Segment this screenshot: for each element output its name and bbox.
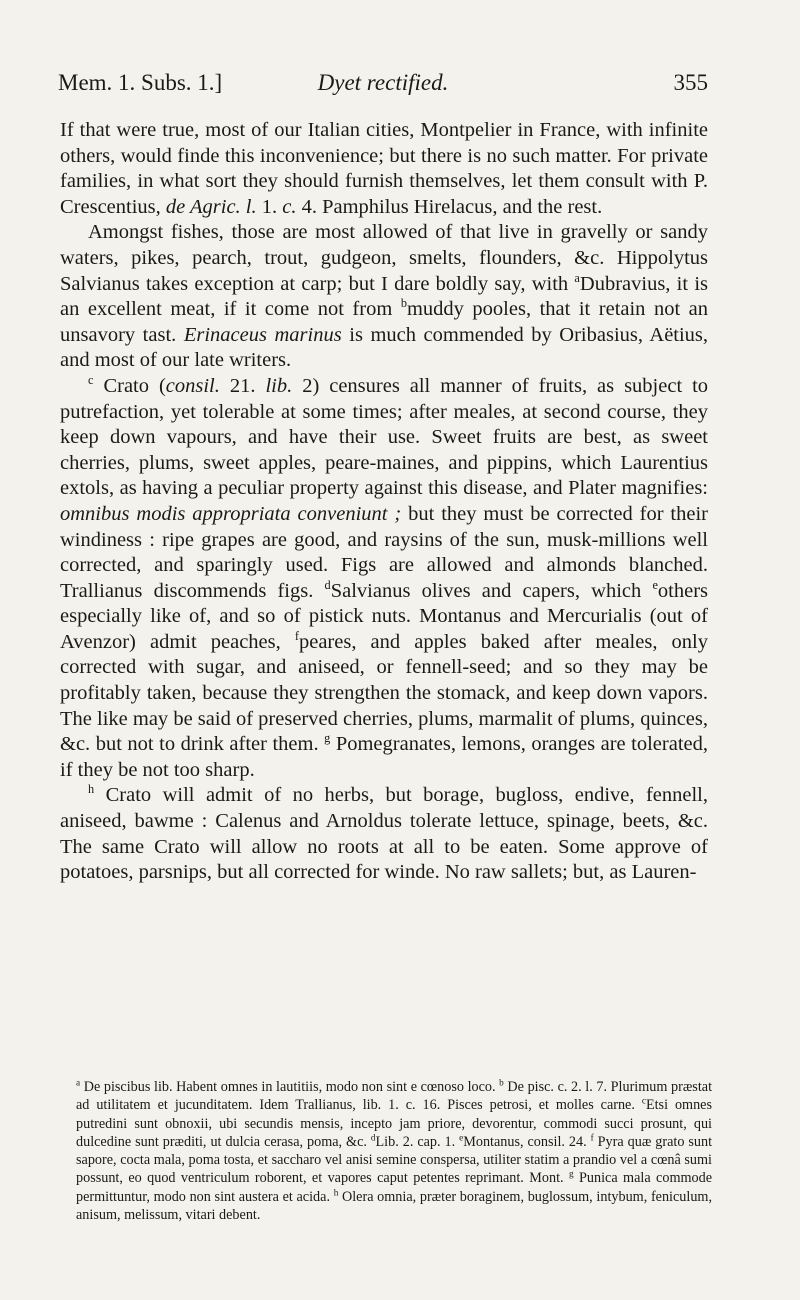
footnote-e: Montanus, consil. 24.: [463, 1133, 587, 1150]
section-reference: Mem. 1. Subs. 1.]: [58, 70, 223, 95]
italic-citation: consil.: [165, 374, 220, 397]
text-run: Pomegranates, lemons, oranges are tolerated, if they be not too sharp.: [60, 733, 709, 781]
italic-citation: c.: [282, 195, 297, 218]
footnote-marker: e: [459, 1132, 464, 1143]
footnote-marker: h: [333, 1187, 339, 1198]
footnote-marker: f: [590, 1132, 594, 1143]
text-run: Salvianus olives and capers, which: [330, 579, 642, 602]
text-run: 1.: [261, 195, 278, 218]
note-marker: d: [324, 577, 331, 592]
text-run: Crato will admit of no herbs, but borage, bugloss, endive, fennell, aniseed, bawme : Calenus and Arnoldus tolerate lettuce, spinage, beets, &c. The same Crato will allow no roots at all to be eaten. Some approve of potatoes, parsnips, but all corrected for winde. No raw sallets; but, as Lauren-: [60, 784, 709, 884]
footnote-c: Etsi omnes putredini sunt obnoxii, ubi secundis mensis, incepto jam priore, devorentur, commodi succi prosunt, qui dulcedine sunt præditi, ut dulcia cerasa, poma, &c.: [76, 1097, 712, 1150]
note-marker: c: [88, 373, 94, 388]
footnote-marker: d: [370, 1132, 376, 1143]
page-number: 355: [673, 70, 708, 95]
text-run: Dubravius, it is an excellent meat, if it come not from: [60, 272, 709, 321]
paragraph-3: [60, 374, 708, 784]
text-run: Crato (: [103, 374, 166, 397]
footnote-f: Pyra quæ grato sunt sapore, cocta mala, poma tosta, et saccharo vel anisi semine conspersa, utiliter statim a prandio vel a cœnâ sumi possunt, eo quod ventriculum roborent, et vapores caput petentes reprimant. Mont.: [76, 1133, 713, 1187]
note-marker: e: [652, 577, 658, 592]
text-run: 21.: [229, 374, 256, 397]
footnote-marker: c: [641, 1095, 646, 1106]
text-run: muddy pooles, that it retain not an unsavory tast.: [60, 298, 709, 346]
footnote-marker: b: [499, 1077, 504, 1088]
footnote-g: Punica mala commode permittuntur, modo non sint austera et acida.: [76, 1170, 712, 1205]
note-marker: a: [574, 270, 580, 285]
italic-quotation: omnibus modis appropriata conveniunt ;: [60, 502, 402, 525]
footnote-marker: g: [569, 1168, 574, 1179]
paragraph-2: [60, 220, 708, 374]
footnote-marker: a: [76, 1077, 81, 1088]
italic-citation: lib.: [265, 374, 293, 397]
note-marker: b: [400, 296, 407, 311]
main-text: [60, 118, 708, 886]
italic-term: Erinaceus marinus: [183, 323, 342, 346]
paragraph-4: [60, 783, 708, 885]
text-run: Amongst fishes, those are most allowed of that live in gravelly or sandy waters, pikes, pearch, trout, gudgeon, smelts, flounders, &c. Hippolytus Salvianus takes exception at carp; but I dare boldly say, with: [60, 221, 708, 295]
text-run: 4. Pamphilus Hirelacus, and the rest.: [301, 195, 603, 218]
note-marker: g: [324, 731, 331, 746]
note-marker: f: [294, 629, 299, 644]
text-run: is much commended by Oribasius, Aëtius, and most of our late writers.: [60, 323, 709, 372]
paragraph-1: [60, 118, 708, 220]
italic-citation: de Agric. l.: [165, 195, 257, 218]
footnote-h: Olera omnia, præter boraginem, buglossum, intybum, feniculum, anisum, melissum, vitari debent.: [76, 1188, 713, 1224]
running-header: [58, 70, 708, 104]
text-run: 2) censures all manner of fruits, as subject to putrefaction, yet tolerable at some times; after meales, at second course, they keep down vapours, and have their use. Sweet fruits are best, as sweet cherries, plums, sweet apples, peare-maines, and pippins, which Laurentius extols, as having a peculiar property against this disease, and Plater magnifies:: [60, 374, 709, 500]
footnote-block: [76, 1078, 712, 1224]
text-run: others especially like of, and so of pistick nuts. Montanus and Mercurialis (out of Avenzor) admit peaches,: [60, 579, 709, 653]
footnotes: [76, 1078, 712, 1224]
footnote-b: De pisc. c. 2. l. 7. Plurimum præstat ad utilitatem et jucunditatem. Idem Trallianus, lib. 1. c. 16. Pisces petrosi, et molles carne.: [76, 1079, 713, 1114]
footnote-d: Lib. 2. cap. 1.: [375, 1133, 456, 1150]
note-marker: h: [88, 782, 95, 797]
running-title: Dyet rectified.: [317, 70, 449, 95]
text-run: peares, and apples baked after meales, only corrected with sugar, and aniseed, or fennell-seed; and so they may be profitably taken, because they strengthen the stomack, and keep down vapors. The like may be said of preserved cherries, plums, marmalit of plums, quinces, &c. but not to drink after them.: [60, 630, 708, 756]
text-run: If that were true, most of our Italian cities, Montpelier in France, with infinite others, would finde this inconvenience; but there is no such matter. For private families, in what sort they should furnish themselves, let them consult with P. Crescentius,: [60, 119, 708, 218]
footnote-a: De piscibus lib. Habent omnes in lautitiis, modo non sint e cœnoso loco.: [83, 1079, 496, 1095]
text-run: but they must be corrected for their windiness : ripe grapes are good, and raysins of the sun, musk-millions well corrected, and sparingly used. Figs are allowed and almonds blanched. Trallianus discommends figs.: [60, 502, 709, 602]
